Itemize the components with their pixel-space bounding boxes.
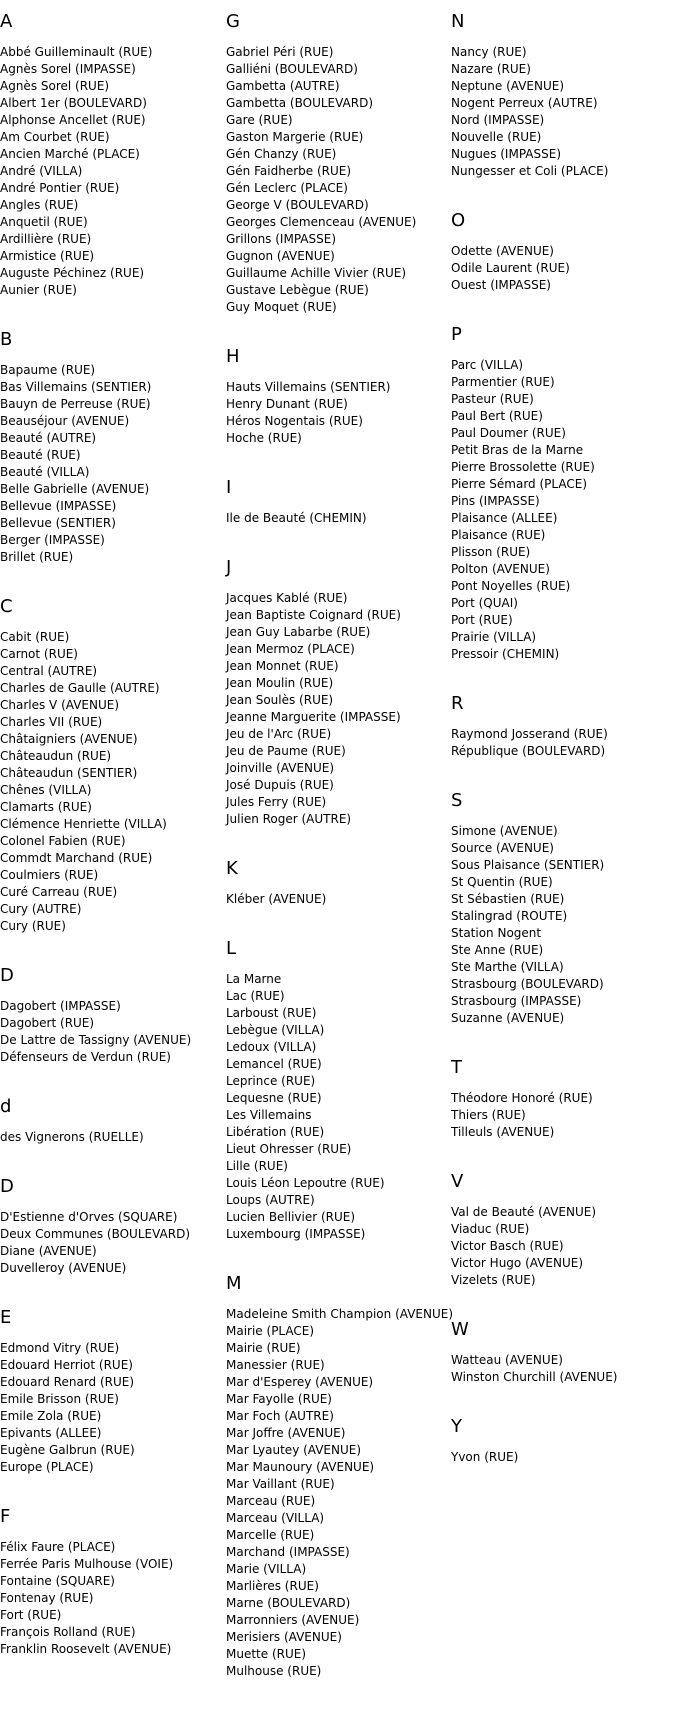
letter-section <box>226 476 448 527</box>
street-item: Luxembourg (IMPASSE) <box>226 1227 366 1241</box>
section-letter-heading: S <box>451 790 463 811</box>
street-item: Dagobert (IMPASSE) <box>0 999 121 1013</box>
street-item: Bauyn de Perreuse (RUE) <box>0 397 151 411</box>
street-item: Nogent Perreux (AUTRE) <box>451 96 598 110</box>
letter-section <box>226 1272 454 1680</box>
street-item: Belle Gabrielle (AVENUE) <box>0 482 150 496</box>
letter-section <box>0 595 222 935</box>
street-item: Marchand (IMPASSE) <box>226 1545 350 1559</box>
letter-section <box>0 328 222 566</box>
street-item: Lebègue (VILLA) <box>226 1023 325 1037</box>
street-list <box>451 44 673 180</box>
street-list <box>0 1340 222 1476</box>
street-item: André Pontier (RUE) <box>0 181 120 195</box>
street-item: Port (QUAI) <box>451 596 518 610</box>
street-item: Jean Soulès (RUE) <box>226 693 334 707</box>
street-item: Source (AVENUE) <box>451 841 554 855</box>
street-item: Lac (RUE) <box>226 989 285 1003</box>
street-list <box>451 823 673 1027</box>
street-item: Madeleine Smith Champion (AVENUE) <box>226 1307 454 1321</box>
street-item: Brillet (RUE) <box>0 550 74 564</box>
street-item: Guy Moquet (RUE) <box>226 300 337 314</box>
letter-section <box>451 209 673 294</box>
letter-section <box>451 10 673 180</box>
street-list <box>226 1306 454 1680</box>
street-list <box>226 44 448 316</box>
street-item: José Dupuis (RUE) <box>226 778 334 792</box>
street-item: Lemancel (RUE) <box>226 1057 322 1071</box>
street-item: Manessier (RUE) <box>226 1358 325 1372</box>
street-item: Nugues (IMPASSE) <box>451 147 562 161</box>
street-item: Mar Lyautey (AVENUE) <box>226 1443 362 1457</box>
street-item: Edmond Vitry (RUE) <box>0 1341 120 1355</box>
street-item: Charles VII (RUE) <box>0 715 103 729</box>
column-3 <box>451 10 673 1495</box>
letter-section <box>226 937 448 1243</box>
street-item: Châteaudun (RUE) <box>0 749 112 763</box>
street-item: Coulmiers (RUE) <box>0 868 99 882</box>
street-item: Joinville (AVENUE) <box>226 761 335 775</box>
street-item: Watteau (AVENUE) <box>451 1353 563 1367</box>
street-item: Charles de Gaulle (AUTRE) <box>0 681 160 695</box>
street-item: Berger (IMPASSE) <box>0 533 105 547</box>
street-item: Gambetta (AUTRE) <box>226 79 340 93</box>
street-item: Victor Basch (RUE) <box>451 1239 564 1253</box>
section-letter-heading: K <box>226 858 238 879</box>
street-item: Mar Foch (AUTRE) <box>226 1409 334 1423</box>
street-item: Beauséjour (AVENUE) <box>0 414 130 428</box>
street-item: Armistice (RUE) <box>0 249 95 263</box>
street-item: Gustave Lebègue (RUE) <box>226 283 369 297</box>
street-list <box>451 726 673 760</box>
street-item: Jean Guy Labarbe (RUE) <box>226 625 371 639</box>
street-item: Galliéni (BOULEVARD) <box>226 62 358 76</box>
street-item: Jules Ferry (RUE) <box>226 795 327 809</box>
street-list <box>226 891 448 908</box>
street-item: Central (AUTRE) <box>0 664 98 678</box>
section-letter-heading: O <box>451 210 466 231</box>
street-item: Deux Communes (BOULEVARD) <box>0 1227 191 1241</box>
street-item: Beauté (VILLA) <box>0 465 90 479</box>
street-item: Bapaume (RUE) <box>0 363 96 377</box>
street-item: Bellevue (SENTIER) <box>0 516 116 530</box>
street-item: Edouard Renard (RUE) <box>0 1375 135 1389</box>
street-item: Tilleuls (AVENUE) <box>451 1125 555 1139</box>
section-letter-heading: I <box>226 477 232 498</box>
street-item: Pierre Sémard (PLACE) <box>451 477 587 491</box>
street-item: Félix Faure (PLACE) <box>0 1540 116 1554</box>
street-item: Larboust (RUE) <box>226 1006 317 1020</box>
street-item: Thiers (RUE) <box>451 1108 526 1122</box>
column-1 <box>0 10 222 1687</box>
letter-section <box>451 1415 673 1466</box>
letter-section <box>451 1318 673 1386</box>
street-item: Abbé Guilleminault (RUE) <box>0 45 153 59</box>
street-item: Gambetta (BOULEVARD) <box>226 96 374 110</box>
street-list <box>0 998 222 1066</box>
section-letter-heading: T <box>451 1057 462 1078</box>
street-item: Kléber (AVENUE) <box>226 892 327 906</box>
street-item: Marne (BOULEVARD) <box>226 1596 351 1610</box>
street-item: Plaisance (RUE) <box>451 528 546 542</box>
street-item: Marronniers (AVENUE) <box>226 1613 360 1627</box>
street-item: Anquetil (RUE) <box>0 215 88 229</box>
street-item: Pont Noyelles (RUE) <box>451 579 571 593</box>
street-item: Franklin Roosevelt (AVENUE) <box>0 1642 172 1656</box>
street-item: Jean Mermoz (PLACE) <box>226 642 355 656</box>
street-item: Odile Laurent (RUE) <box>451 261 570 275</box>
street-item: Gare (RUE) <box>226 113 293 127</box>
street-item: Nord (IMPASSE) <box>451 113 545 127</box>
letter-section <box>226 10 448 316</box>
street-item: Bellevue (IMPASSE) <box>0 499 117 513</box>
section-letter-heading: D <box>0 965 14 986</box>
street-item: Simone (AVENUE) <box>451 824 558 838</box>
section-letter-heading: B <box>0 329 13 350</box>
street-item: Cury (RUE) <box>0 919 66 933</box>
street-item: Ancien Marché (PLACE) <box>0 147 140 161</box>
street-item: Port (RUE) <box>451 613 513 627</box>
street-item: Strasbourg (IMPASSE) <box>451 994 582 1008</box>
street-item: Ferrée Paris Mulhouse (VOIE) <box>0 1557 174 1571</box>
street-item: Plisson (RUE) <box>451 545 531 559</box>
street-item: Parc (VILLA) <box>451 358 524 372</box>
section-letter-heading: R <box>451 693 464 714</box>
street-item: Strasbourg (BOULEVARD) <box>451 977 604 991</box>
section-letter-heading: A <box>0 11 13 32</box>
street-item: Grillons (IMPASSE) <box>226 232 336 246</box>
street-list <box>0 629 222 935</box>
letter-section <box>451 789 673 1027</box>
street-item: Prairie (VILLA) <box>451 630 537 644</box>
street-item: Défenseurs de Verdun (RUE) <box>0 1050 171 1064</box>
letter-section <box>0 1505 222 1658</box>
street-item: Marie (VILLA) <box>226 1562 307 1576</box>
street-list <box>226 510 448 527</box>
street-item: Jeanne Marguerite (IMPASSE) <box>226 710 401 724</box>
section-letter-heading: V <box>451 1171 464 1192</box>
street-item: Mar Maunoury (AVENUE) <box>226 1460 375 1474</box>
street-item: Beauté (AUTRE) <box>0 431 97 445</box>
street-item: Ste Anne (RUE) <box>451 943 544 957</box>
street-item: Plaisance (ALLEE) <box>451 511 558 525</box>
section-letter-heading: P <box>451 324 462 345</box>
street-item: Gén Faidherbe (RUE) <box>226 164 352 178</box>
street-item: Agnès Sorel (RUE) <box>0 79 110 93</box>
letter-section <box>451 1170 673 1289</box>
street-item: François Rolland (RUE) <box>0 1625 136 1639</box>
street-item: Yvon (RUE) <box>451 1450 519 1464</box>
street-item: Odette (AVENUE) <box>451 244 554 258</box>
street-item: Dagobert (RUE) <box>0 1016 95 1030</box>
street-list <box>451 1204 673 1289</box>
street-item: Duvelleroy (AVENUE) <box>0 1261 127 1275</box>
street-item: St Quentin (RUE) <box>451 875 553 889</box>
street-item: Chênes (VILLA) <box>0 783 92 797</box>
section-letter-heading: W <box>451 1319 469 1340</box>
street-list <box>226 590 448 828</box>
street-item: Bas Villemains (SENTIER) <box>0 380 152 394</box>
street-item: Viaduc (RUE) <box>451 1222 530 1236</box>
section-letter-heading: F <box>0 1506 11 1527</box>
section-letter-heading: L <box>226 938 237 959</box>
street-item: Merisiers (AVENUE) <box>226 1630 342 1644</box>
street-item: Nazare (RUE) <box>451 62 531 76</box>
street-item: Emile Brisson (RUE) <box>0 1392 119 1406</box>
street-item: Angles (RUE) <box>0 198 79 212</box>
street-item: Pierre Brossolette (RUE) <box>451 460 595 474</box>
street-item: Europe (PLACE) <box>0 1460 94 1474</box>
street-item: Mar Fayolle (RUE) <box>226 1392 332 1406</box>
letter-section <box>451 1056 673 1141</box>
street-item: Alphonse Ancellet (RUE) <box>0 113 146 127</box>
street-list <box>226 971 448 1243</box>
street-item: Sous Plaisance (SENTIER) <box>451 858 605 872</box>
letter-section <box>0 1095 222 1146</box>
street-item: République (BOULEVARD) <box>451 744 606 758</box>
street-item: Edouard Herriot (RUE) <box>0 1358 133 1372</box>
street-item: Mar Joffre (AVENUE) <box>226 1426 346 1440</box>
section-letter-heading: D <box>0 1176 14 1197</box>
street-item: Muette (RUE) <box>226 1647 307 1661</box>
street-item: Fort (RUE) <box>0 1608 62 1622</box>
street-item: Nouvelle (RUE) <box>451 130 542 144</box>
street-list <box>451 1352 673 1386</box>
street-item: Ste Marthe (VILLA) <box>451 960 564 974</box>
street-item: Carnot (RUE) <box>0 647 78 661</box>
street-item: Winston Churchill (AVENUE) <box>451 1370 618 1384</box>
street-item: Emile Zola (RUE) <box>0 1409 102 1423</box>
street-item: Gugnon (AVENUE) <box>226 249 335 263</box>
letter-section <box>226 556 448 828</box>
street-item: George V (BOULEVARD) <box>226 198 369 212</box>
section-letter-heading: H <box>226 346 240 367</box>
street-item: Châtaigniers (AVENUE) <box>0 732 138 746</box>
street-item: Eugène Galbrun (RUE) <box>0 1443 135 1457</box>
street-item: Hauts Villemains (SENTIER) <box>226 380 391 394</box>
street-item: Louis Léon Lepoutre (RUE) <box>226 1176 385 1190</box>
street-item: Gén Leclerc (PLACE) <box>226 181 348 195</box>
street-item: Vizelets (RUE) <box>451 1273 536 1287</box>
section-letter-heading: Y <box>451 1416 462 1437</box>
street-item: Jeu de Paume (RUE) <box>226 744 346 758</box>
street-item: Petit Bras de la Marne <box>451 443 584 457</box>
street-item: Victor Hugo (AVENUE) <box>451 1256 584 1270</box>
street-item: St Sébastien (RUE) <box>451 892 565 906</box>
street-list <box>0 362 222 566</box>
street-item: Val de Beauté (AVENUE) <box>451 1205 597 1219</box>
street-item: Lieut Ohresser (RUE) <box>226 1142 352 1156</box>
street-item: Théodore Honoré (RUE) <box>451 1091 593 1105</box>
street-item: Libération (RUE) <box>226 1125 325 1139</box>
street-item: des Vignerons (RUELLE) <box>0 1130 144 1144</box>
street-item: Mar Vaillant (RUE) <box>226 1477 335 1491</box>
street-item: Les Villemains <box>226 1108 312 1122</box>
street-item: Ledoux (VILLA) <box>226 1040 317 1054</box>
street-item: Station Nogent <box>451 926 542 940</box>
street-item: Marcelle (RUE) <box>226 1528 315 1542</box>
street-item: Mairie (RUE) <box>226 1341 301 1355</box>
street-list <box>451 357 673 663</box>
street-item: Commdt Marchand (RUE) <box>0 851 153 865</box>
street-item: Charles V (AVENUE) <box>0 698 120 712</box>
street-item: Ardillière (RUE) <box>0 232 92 246</box>
street-item: D'Estienne d'Orves (SQUARE) <box>0 1210 178 1224</box>
street-item: Fontenay (RUE) <box>0 1591 94 1605</box>
street-list <box>0 1129 222 1146</box>
street-item: Clamarts (RUE) <box>0 800 92 814</box>
street-item: Jean Moulin (RUE) <box>226 676 334 690</box>
street-item: Châteaudun (SENTIER) <box>0 766 138 780</box>
street-item: Colonel Fabien (RUE) <box>0 834 126 848</box>
street-item: Paul Doumer (RUE) <box>451 426 566 440</box>
street-item: Mulhouse (RUE) <box>226 1664 322 1678</box>
street-item: Gabriel Péri (RUE) <box>226 45 334 59</box>
street-item: Epivants (ALLEE) <box>0 1426 102 1440</box>
street-item: De Lattre de Tassigny (AVENUE) <box>0 1033 192 1047</box>
street-item: Nancy (RUE) <box>451 45 527 59</box>
section-letter-heading: C <box>0 596 13 617</box>
street-list <box>0 44 222 299</box>
street-item: Parmentier (RUE) <box>451 375 555 389</box>
street-item: Raymond Josserand (RUE) <box>451 727 608 741</box>
street-item: Paul Bert (RUE) <box>451 409 543 423</box>
street-item: Marceau (RUE) <box>226 1494 316 1508</box>
street-item: Gén Chanzy (RUE) <box>226 147 337 161</box>
street-item: Fontaine (SQUARE) <box>0 1574 115 1588</box>
street-list <box>226 379 448 447</box>
street-item: Auguste Péchinez (RUE) <box>0 266 145 280</box>
street-list <box>0 1209 222 1277</box>
street-item: La Marne <box>226 972 282 986</box>
street-item: Suzanne (AVENUE) <box>451 1011 565 1025</box>
street-item: Julien Roger (AUTRE) <box>226 812 352 826</box>
street-item: Ouest (IMPASSE) <box>451 278 551 292</box>
street-item: Clémence Henriette (VILLA) <box>0 817 167 831</box>
street-item: Henry Dunant (RUE) <box>226 397 348 411</box>
street-item: Marceau (VILLA) <box>226 1511 325 1525</box>
section-letter-heading: M <box>226 1273 242 1294</box>
street-item: Cury (AUTRE) <box>0 902 82 916</box>
street-item: Guillaume Achille Vivier (RUE) <box>226 266 407 280</box>
street-item: Diane (AVENUE) <box>0 1244 97 1258</box>
street-item: Hoche (RUE) <box>226 431 302 445</box>
street-item: Lequesne (RUE) <box>226 1091 322 1105</box>
street-item: Marlières (RUE) <box>226 1579 319 1593</box>
letter-section <box>0 1306 222 1476</box>
street-item: Albert 1er (BOULEVARD) <box>0 96 147 110</box>
street-item: Jeu de l'Arc (RUE) <box>226 727 332 741</box>
street-list <box>451 1449 673 1466</box>
street-item: Jean Baptiste Coignard (RUE) <box>226 608 401 622</box>
street-item: Neptune (AVENUE) <box>451 79 565 93</box>
letter-section <box>451 323 673 663</box>
street-item: Mar d'Esperey (AVENUE) <box>226 1375 374 1389</box>
letter-section <box>226 345 448 447</box>
letter-section <box>0 964 222 1066</box>
street-item: Stalingrad (ROUTE) <box>451 909 568 923</box>
street-item: Pins (IMPASSE) <box>451 494 540 508</box>
section-letter-heading: J <box>226 557 232 578</box>
street-item: Agnès Sorel (IMPASSE) <box>0 62 136 76</box>
street-item: Pasteur (RUE) <box>451 392 534 406</box>
street-item: Lille (RUE) <box>226 1159 288 1173</box>
street-item: Ile de Beauté (CHEMIN) <box>226 511 367 525</box>
street-item: André (VILLA) <box>0 164 83 178</box>
street-item: Héros Nogentais (RUE) <box>226 414 363 428</box>
street-list <box>451 243 673 294</box>
letter-section <box>0 10 222 299</box>
street-item: Nungesser et Coli (PLACE) <box>451 164 609 178</box>
street-item: Gaston Margerie (RUE) <box>226 130 364 144</box>
street-item: Pressoir (CHEMIN) <box>451 647 560 661</box>
section-letter-heading: d <box>0 1096 12 1117</box>
section-letter-heading: G <box>226 11 240 32</box>
street-item: Mairie (PLACE) <box>226 1324 315 1338</box>
letter-section <box>226 857 448 908</box>
column-2 <box>226 10 454 1709</box>
letter-section <box>451 692 673 760</box>
street-item: Aunier (RUE) <box>0 283 77 297</box>
street-item: Cabit (RUE) <box>0 630 70 644</box>
street-item: Beauté (RUE) <box>0 448 81 462</box>
street-item: Jacques Kablé (RUE) <box>226 591 348 605</box>
street-item: Curé Carreau (RUE) <box>0 885 118 899</box>
street-item: Jean Monnet (RUE) <box>226 659 339 673</box>
section-letter-heading: N <box>451 11 465 32</box>
street-item: Polton (AVENUE) <box>451 562 550 576</box>
letter-section <box>0 1175 222 1277</box>
street-item: Am Courbet (RUE) <box>0 130 110 144</box>
street-item: Georges Clemenceau (AVENUE) <box>226 215 417 229</box>
street-list <box>0 1539 222 1658</box>
street-list <box>451 1090 673 1141</box>
street-item: Loups (AUTRE) <box>226 1193 315 1207</box>
section-letter-heading: E <box>0 1307 12 1328</box>
street-item: Leprince (RUE) <box>226 1074 316 1088</box>
street-item: Lucien Bellivier (RUE) <box>226 1210 356 1224</box>
